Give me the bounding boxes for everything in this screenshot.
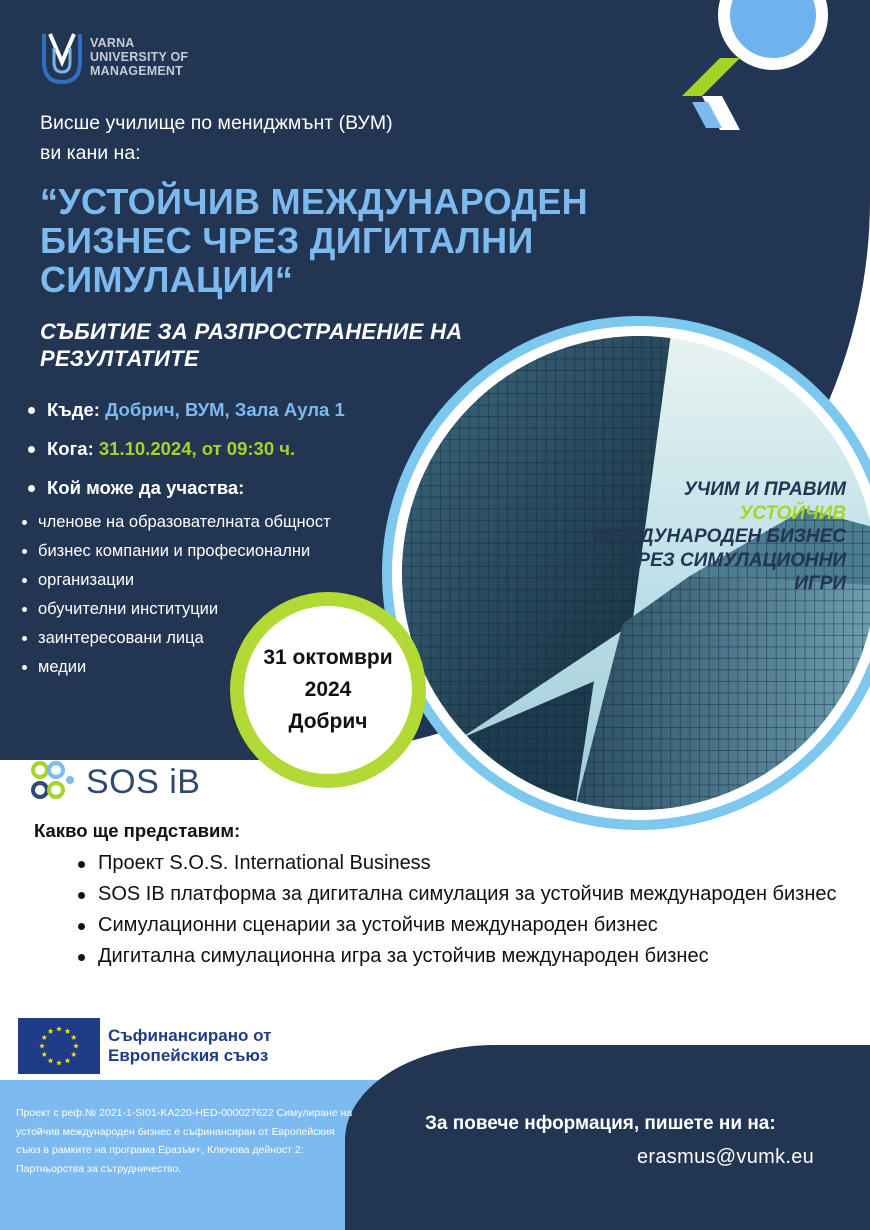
list-item: членове на образователната общност — [22, 508, 331, 537]
bullet-icon — [28, 407, 35, 414]
date-line-2: 2024 — [304, 678, 352, 701]
slogan-line-1: УЧИМ И ПРАВИМ — [683, 479, 846, 500]
slogan-line-4: ЧРЕЗ СИМУЛАЦИОННИ — [623, 549, 846, 571]
list-item: Дигитална симулационна игра за устойчив международен бизнес — [78, 941, 858, 972]
slogan — [520, 478, 846, 596]
presentation-list — [78, 848, 858, 972]
footer-contact-panel — [345, 1045, 870, 1230]
date-line-1: 31 октомври — [263, 646, 393, 669]
logo-line-3: MANAGEMENT — [90, 64, 183, 78]
date-line-3: Добрич — [288, 710, 368, 733]
info-when — [28, 437, 295, 461]
university-logo — [40, 28, 188, 86]
event-subtitle: СЪБИТИЕ ЗА РАЗПРОСТРАНЕНИЕ НА РЕЗУЛТАТИТЕ — [40, 319, 463, 371]
vum-logo-icon — [40, 28, 84, 86]
slogan-line-2: УСТОЙЧИВ — [739, 502, 846, 524]
eu-cofunded-logo — [18, 1018, 271, 1074]
logo-line-2: UNIVERSITY OF — [90, 50, 189, 64]
contact-email[interactable]: erasmus@vumk.eu — [637, 1146, 815, 1168]
intro-text — [40, 108, 393, 168]
list-item: обучителни институции — [22, 595, 331, 624]
list-item: SOS IB платформа за дигитална симулация за устойчив международен бизнес — [78, 879, 858, 910]
intro-line-2: ви кани на: — [40, 142, 141, 164]
event-title: “УСТОЙЧИВ МЕЖДУНАРОДЕН БИЗНЕС ЧРЕЗ ДИГИТАЛНИ СИМУЛАЦИИ“ — [40, 181, 588, 300]
intro-line-1: Висше училище по мениджмънт (ВУМ) — [40, 112, 393, 134]
eu-flag-icon — [18, 1018, 100, 1074]
eu-text — [108, 1026, 271, 1066]
when-label: Кога: — [47, 438, 94, 459]
date-badge — [230, 592, 426, 788]
chevron-logo-icon — [682, 58, 742, 130]
where-value: Добрич, ВУМ, Зала Аула 1 — [105, 399, 345, 420]
info-where — [28, 398, 345, 422]
slogan-line-5: ИГРИ — [794, 573, 846, 594]
list-item: заинтересовани лица — [22, 624, 331, 653]
sos-ib-wordmark: SOS iB — [86, 762, 201, 801]
list-item: организации — [22, 566, 331, 595]
sos-ib-logo-icon — [30, 760, 76, 804]
list-item: медии — [22, 653, 331, 682]
sos-ib-logo — [30, 760, 200, 804]
eu-line-2: Европейския съюз — [108, 1046, 269, 1065]
contact-label: За повече нформация, пишете ни на: — [425, 1113, 776, 1134]
logo-line-1: VARNA — [90, 36, 135, 50]
project-note: Проект с реф.№ 2021-1-SI01-KA220-HED-000027622 Симулиране на устойчив международен бизнес е съфинансиран от Европейския съюз в рамките на програма Еразъм+, Ключова дейност 2: Партньорства за сътрудничество. — [16, 1107, 353, 1175]
bullet-icon — [28, 446, 35, 453]
when-value: 31.10.2024, от 09:30 ч. — [98, 438, 296, 459]
info-who — [28, 476, 244, 500]
list-item: бизнес компании и професионални — [22, 537, 331, 566]
logo-wordmark — [90, 36, 188, 78]
presentation-heading: Какво ще представим: — [34, 820, 241, 841]
list-item: Симулационни сценарии за устойчив международен бизнес — [78, 910, 858, 941]
who-label: Кой може да участва: — [47, 477, 245, 498]
where-label: Къде: — [47, 399, 100, 420]
slogan-line-3: МЕЖДУНАРОДЕН БИЗНЕС — [593, 526, 846, 547]
eu-line-1: Съфинансирано от — [108, 1026, 272, 1045]
list-item: Проект S.O.S. International Business — [78, 848, 858, 879]
bullet-icon — [28, 485, 35, 492]
